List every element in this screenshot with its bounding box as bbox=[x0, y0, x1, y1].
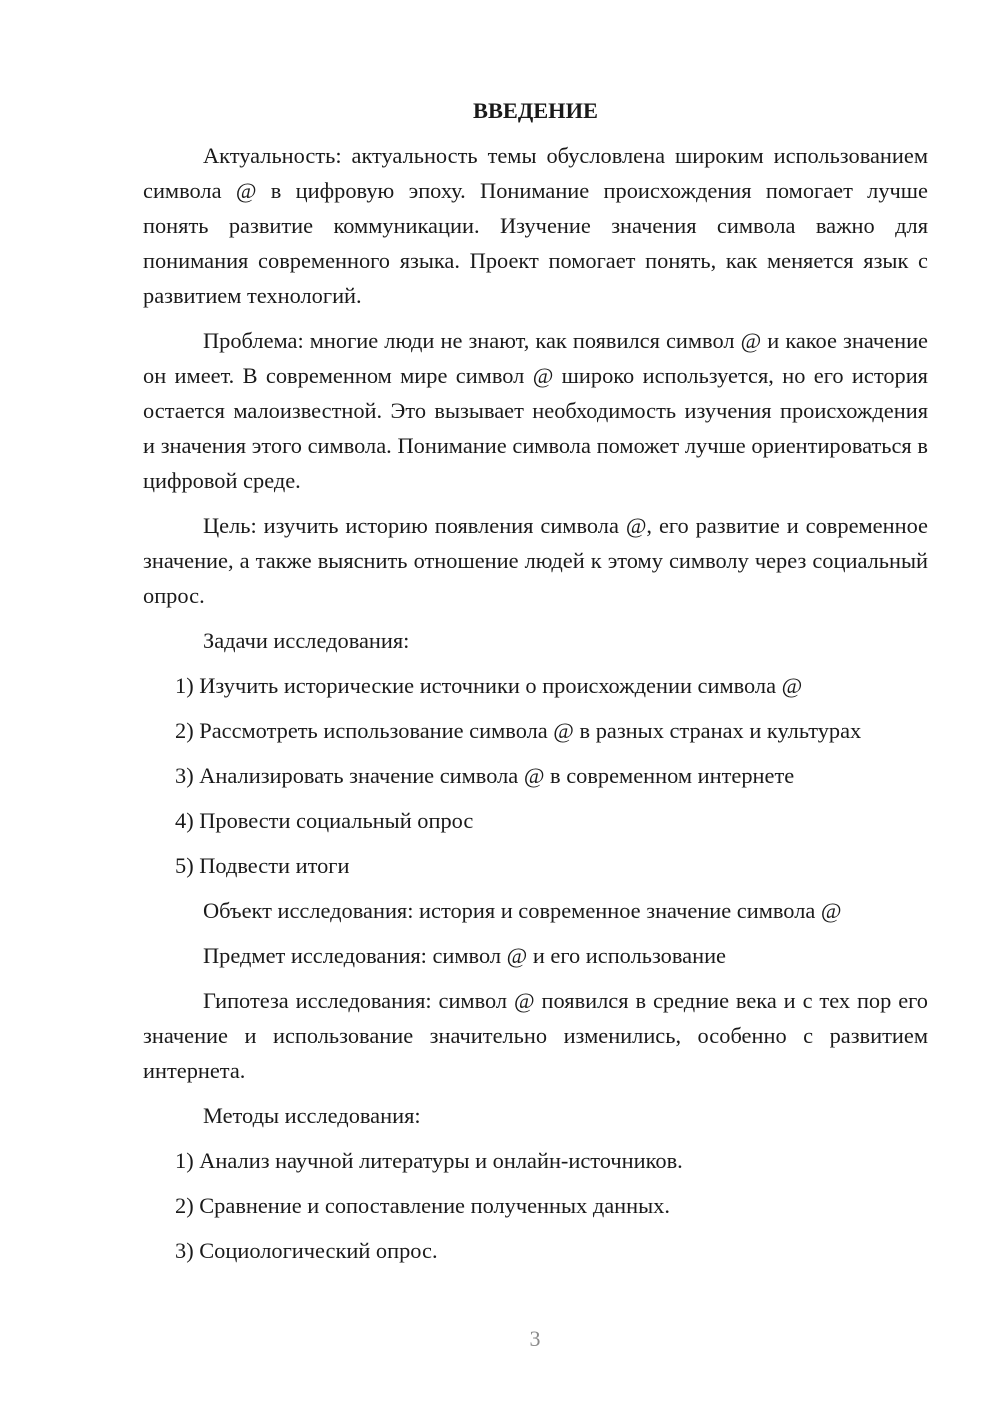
task-item: 3) Анализировать значение символа @ в современном интернете bbox=[175, 763, 795, 788]
object-paragraph: Объект исследования: история и современное значение символа @ bbox=[203, 898, 842, 923]
subject-paragraph: Предмет исследования: символ @ и его использование bbox=[203, 943, 726, 968]
tasks-title: Задачи исследования: bbox=[203, 628, 410, 653]
task-item: 2) Рассмотреть использование символа @ в разных странах и культурах bbox=[175, 718, 862, 743]
relevance-paragraph: Актуальность: актуальность темы обусловлена широким использованием символа @ в цифровую эпоху. Понимание происхождения помогает лучше понять развитие коммуникации. Изучение значения символа важно для понимания современного языка. Проект помогает понять, как меняется язык с развитием технологий. bbox=[143, 143, 928, 308]
hypothesis-paragraph: Гипотеза исследования: символ @ появился в средние века и с тех пор его значение и использование значительно изменились, особенно с развитием интернета. bbox=[143, 988, 928, 1083]
goal-paragraph: Цель: изучить историю появления символа @, его развитие и современное значение, а также выяснить отношение людей к этому символу через социальный опрос. bbox=[143, 513, 928, 608]
document-page bbox=[143, 94, 928, 1278]
problem-paragraph: Проблема: многие люди не знают, как появился символ @ и какое значение он имеет. В современном мире символ @ широко используется, но его история остается малоизвестной. Это вызывает необходимость изучения происхождения и значения этого символа. Понимание символа поможет лучше ориентироваться в цифровой среде. bbox=[143, 328, 928, 493]
section-heading: ВВЕДЕНИЕ bbox=[473, 98, 598, 123]
task-item: 5) Подвести итоги bbox=[175, 853, 350, 878]
method-item: 1) Анализ научной литературы и онлайн-источников. bbox=[175, 1148, 683, 1173]
task-item: 1) Изучить исторические источники о происхождении символа @ bbox=[175, 673, 803, 698]
task-item: 4) Провести социальный опрос bbox=[175, 808, 474, 833]
method-item: 3) Социологический опрос. bbox=[175, 1238, 438, 1263]
methods-title: Методы исследования: bbox=[203, 1103, 421, 1128]
page-number: 3 bbox=[529, 1326, 541, 1351]
method-item: 2) Сравнение и сопоставление полученных данных. bbox=[175, 1193, 670, 1218]
